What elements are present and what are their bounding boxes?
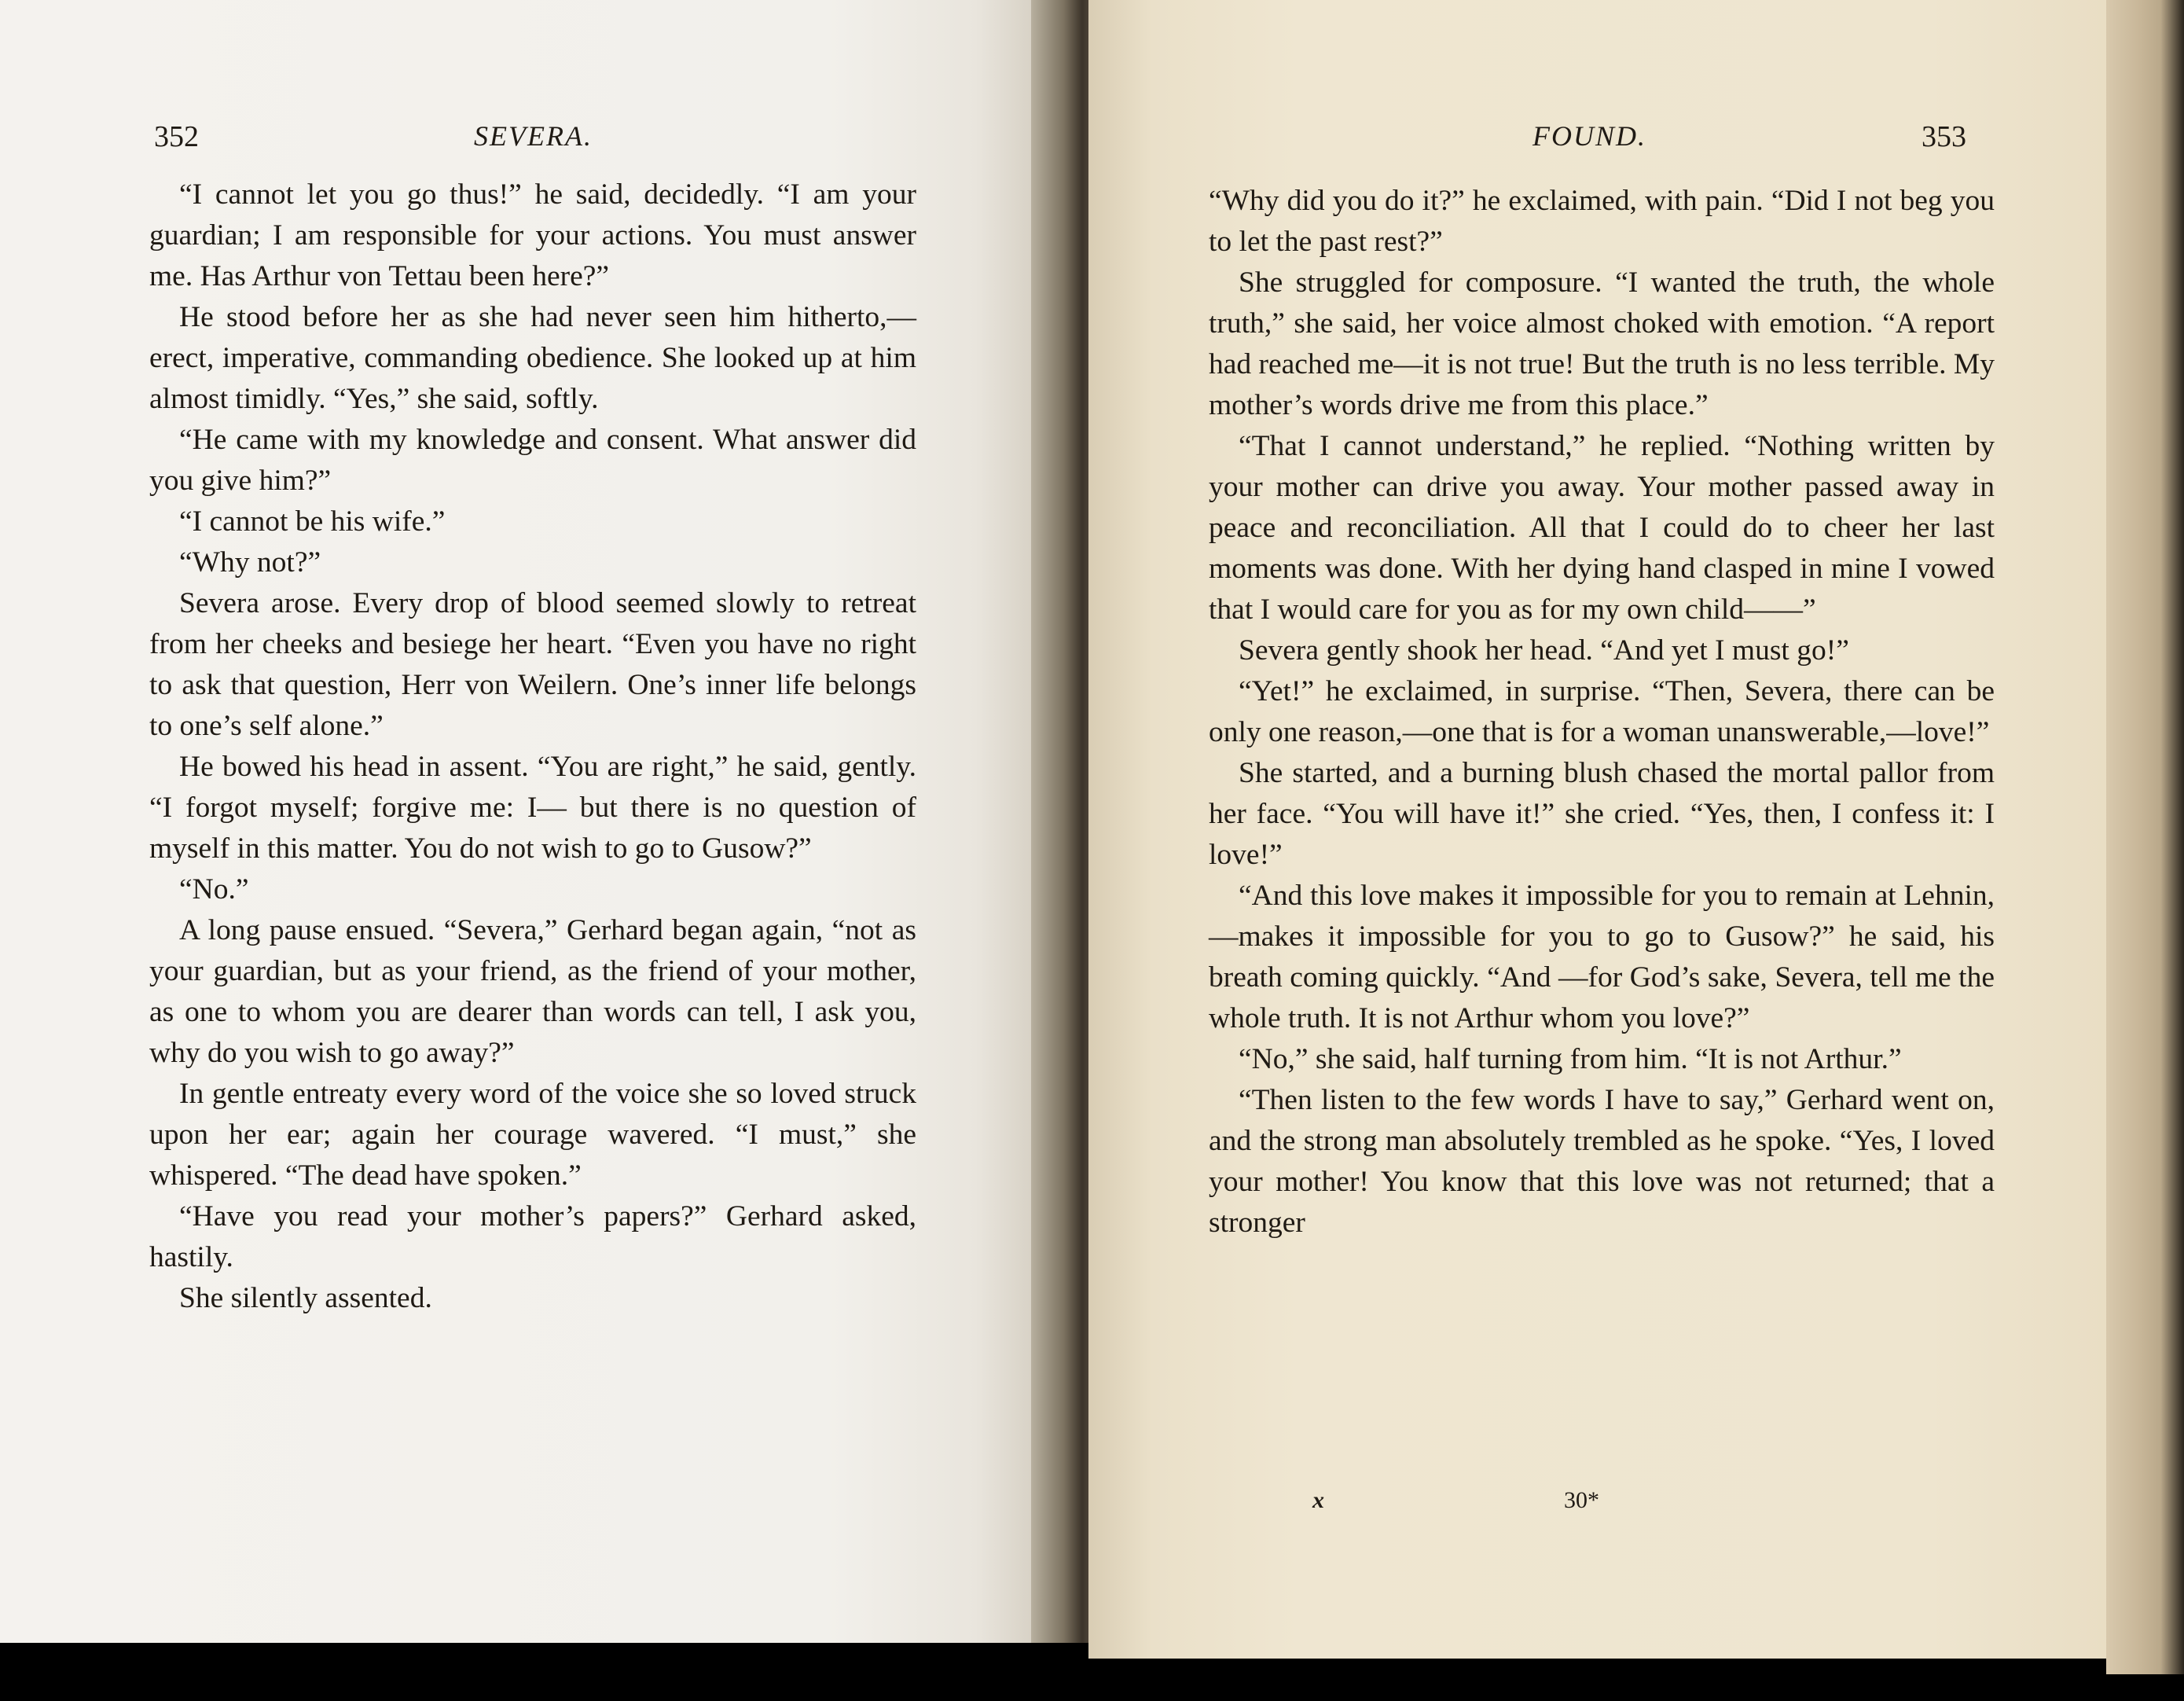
paragraph: “And this love makes it impossible for you to remain at Lehnin,—makes it impossible for you to go to Gusow?” he said, his breath coming quickly. “And —for God’s sake, Severa, tell me the whole truth. It is not Arthur whom you love?” (1209, 880, 1995, 1034)
right-page (1088, 0, 2142, 1659)
paragraph: “Then listen to the few words I have to say,” Gerhard went on, and the strong man absolutely trembled as he spoke. “Yes, I loved your mother! You know that this love was not returned; that a stronger (1209, 1084, 1995, 1239)
paragraph: In gentle entreaty every word of the voice she so loved struck upon her ear; again her courage wavered. “I must,” she whispered. “The dead have spoken.” (149, 1078, 916, 1192)
running-head-right: FOUND. (1532, 120, 1646, 152)
paragraph: “I cannot let you go thus!” he said, decidedly. “I am your guardian; I am responsible for your actions. You must answer me. Has Arthur von Tettau been here?” (149, 178, 916, 292)
paragraph: “Have you read your mother’s papers?” Gerhard asked, hastily. (149, 1200, 916, 1273)
paragraph: “Why did you do it?” he exclaimed, with pain. “Did I not beg you to let the past rest?” (1209, 185, 1995, 258)
running-head-left: SEVERA. (474, 120, 593, 152)
paragraph: He bowed his head in assent. “You are right,” he said, gently. “I forgot myself; forgive me: I— but there is no question of myself in this matter. You do not wish to go to Gusow?” (149, 751, 916, 865)
paragraph: She struggled for composure. “I wanted the truth, the whole truth,” she said, her voice almost choked with emotion. “A report had reached me—it is not true! But the truth is no less terrible. My mother’s words drive me from this place.” (1209, 266, 1995, 421)
left-page (0, 0, 1061, 1643)
signature-number: 30* (1564, 1487, 1599, 1513)
signature-mark: x (1312, 1487, 1324, 1513)
paragraph: “No.” (179, 873, 249, 906)
right-text-block (1209, 181, 1995, 1244)
page-number-left: 352 (154, 120, 199, 153)
page-edge (2106, 0, 2184, 1674)
page-number-right: 353 (1922, 120, 1966, 153)
paragraph: She started, and a burning blush chased the mortal pallor from her face. “You will have it!” she cried. “Yes, then, I confess it: I love!” (1209, 757, 1995, 871)
paragraph: A long pause ensued. “Severa,” Gerhard began again, “not as your guardian, but as your friend, as the friend of your mother, as one to whom you are dearer than words can tell, I ask you, why do you wish to go away?” (149, 914, 916, 1069)
paragraph: He stood before her as she had never seen him hitherto,—erect, imperative, commanding obedience. She looked up at him almost timidly. “Yes,” she said, softly. (149, 301, 916, 415)
paragraph: Severa arose. Every drop of blood seemed slowly to retreat from her cheeks and besiege her heart. “Even you have no right to ask that question, Herr von Weilern. One’s inner life belongs to one’s self alone.” (149, 587, 916, 742)
paragraph: Severa gently shook her head. “And yet I must go!” (1239, 634, 1849, 667)
paragraph: “Why not?” (179, 546, 321, 579)
paragraph: “He came with my knowledge and consent. What answer did you give him?” (149, 424, 916, 497)
paragraph: “I cannot be his wife.” (179, 505, 446, 538)
paragraph: She silently assented. (179, 1282, 432, 1314)
paragraph: “No,” she said, half turning from him. “It is not Arthur.” (1239, 1043, 1902, 1075)
left-text-block (149, 175, 916, 1319)
paragraph: “Yet!” he exclaimed, in surprise. “Then, Severa, there can be only one reason,—one that is for a woman unanswerable,—love!” (1209, 675, 1995, 748)
paragraph: “That I cannot understand,” he replied. “Nothing written by your mother can drive you away. Your mother passed away in peace and reconciliation. All that I could do to cheer her last moments was done. With her dying hand clasped in mine I vowed that I would care for you as for my own child——” (1209, 430, 1995, 626)
